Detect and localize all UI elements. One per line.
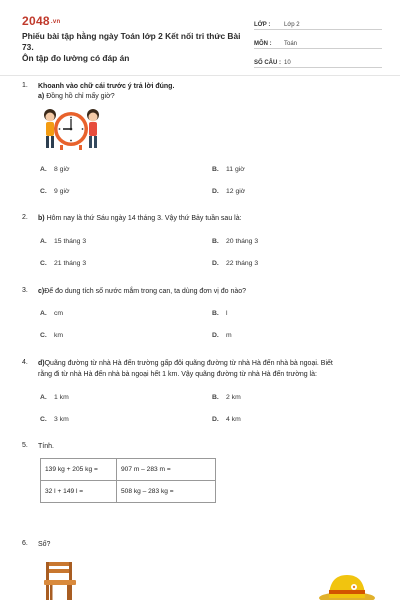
logo-suffix: .vn (50, 18, 61, 25)
sheet-meta (254, 14, 382, 71)
q3-label: c) (38, 288, 45, 295)
q4-line2: rằng đi từ nhà Hà đến nhà bà ngoại hết 1 km. Vậy quãng đường từ nhà Hà đến trường là: (38, 371, 317, 378)
table-cell[interactable]: 508 kg – 283 kg = (117, 481, 216, 503)
q3-question: Để đo dung tích số nước mắm trong can, ta dùng đơn vị đo nào? (44, 288, 247, 295)
table-cell[interactable]: 32 l + 149 l = (41, 481, 117, 503)
meta-value: Toán (284, 41, 298, 47)
table-row (41, 459, 216, 481)
hat-illustration (318, 572, 376, 600)
meta-row-subject (254, 33, 382, 49)
q1-option-c[interactable]: C. 9 giờ (40, 188, 70, 195)
q2-option-a[interactable]: A. 15 tháng 3 (40, 238, 87, 245)
sheet-title (22, 31, 252, 64)
q1-option-b[interactable]: B. 11 giờ (212, 166, 245, 173)
q4-option-b[interactable]: B. 2 km (212, 394, 241, 401)
site-logo[interactable] (22, 14, 60, 28)
meta-value: Lớp 2 (284, 22, 300, 28)
q2-label: b) (38, 215, 45, 222)
question-3-text (38, 286, 246, 297)
question-4-number: 4. (22, 359, 28, 366)
question-6-number: 6. (22, 540, 28, 547)
meta-key: SỐ CÂU : (254, 60, 281, 66)
q2-question: Hôm nay là thứ Sáu ngày 14 tháng 3. Vậy thứ Bảy tuần sau là: (46, 215, 242, 222)
meta-key: MÔN : (254, 41, 272, 47)
question-2-text (38, 213, 242, 224)
q2-option-c[interactable]: C. 21 tháng 3 (40, 260, 87, 267)
q3-option-b[interactable]: B. l (212, 310, 228, 317)
table-cell[interactable]: 139 kg + 205 kg = (41, 459, 117, 481)
q4-option-a[interactable]: A. 1 km (40, 394, 69, 401)
q1-instruction: Khoanh vào chữ cái trước ý trả lời đúng. (38, 83, 175, 90)
question-1-number: 1. (22, 82, 28, 89)
logo-main: 2048 (22, 14, 50, 28)
q1-option-a[interactable]: A. 8 giờ (40, 166, 70, 173)
question-5-number: 5. (22, 442, 28, 449)
q4-option-d[interactable]: D. 4 km (212, 416, 241, 423)
meta-row-count (254, 52, 382, 68)
header-divider (0, 75, 400, 76)
q3-option-d[interactable]: D. m (212, 332, 232, 339)
q4-line1: Quãng đường từ nhà Hà đến trường gấp đôi quãng đường từ nhà Hà đến nhà bà ngoại. Biết (44, 360, 333, 367)
q4-option-c[interactable]: C. 3 km (40, 416, 69, 423)
calculation-table (40, 458, 216, 503)
sheet-title-line1: Phiếu bài tập hằng ngày Toán lớp 2 Kết nối tri thức Bài 73. (22, 31, 241, 52)
meta-key: LỚP : (254, 22, 271, 28)
question-4-text (38, 358, 383, 380)
sheet-title-line2: Ôn tập đo lường có đáp án (22, 53, 130, 63)
table-row (41, 481, 216, 503)
q1-option-d[interactable]: D. 12 giờ (212, 188, 246, 195)
q2-option-d[interactable]: D. 22 tháng 3 (212, 260, 259, 267)
question-5-text: Tính. (38, 443, 54, 450)
meta-value: 10 (284, 60, 291, 66)
question-1-text (38, 81, 174, 92)
q3-option-a[interactable]: A. cm (40, 310, 64, 317)
clock-kids-illustration (40, 105, 102, 155)
meta-row-class (254, 14, 382, 30)
question-2-number: 2. (22, 214, 28, 221)
q1-sub-text: Đồng hồ chỉ mấy giờ? (46, 93, 115, 100)
question-3-number: 3. (22, 287, 28, 294)
chair-illustration (40, 560, 80, 600)
q3-option-c[interactable]: C. km (40, 332, 64, 339)
q4-label: d) (38, 360, 45, 367)
q2-option-b[interactable]: B. 20 tháng 3 (212, 238, 259, 245)
question-1-sub (38, 93, 115, 100)
q1-sub-label: a) (38, 93, 45, 100)
question-6-text: Số? (38, 541, 51, 548)
table-cell[interactable]: 907 m – 283 m = (117, 459, 216, 481)
